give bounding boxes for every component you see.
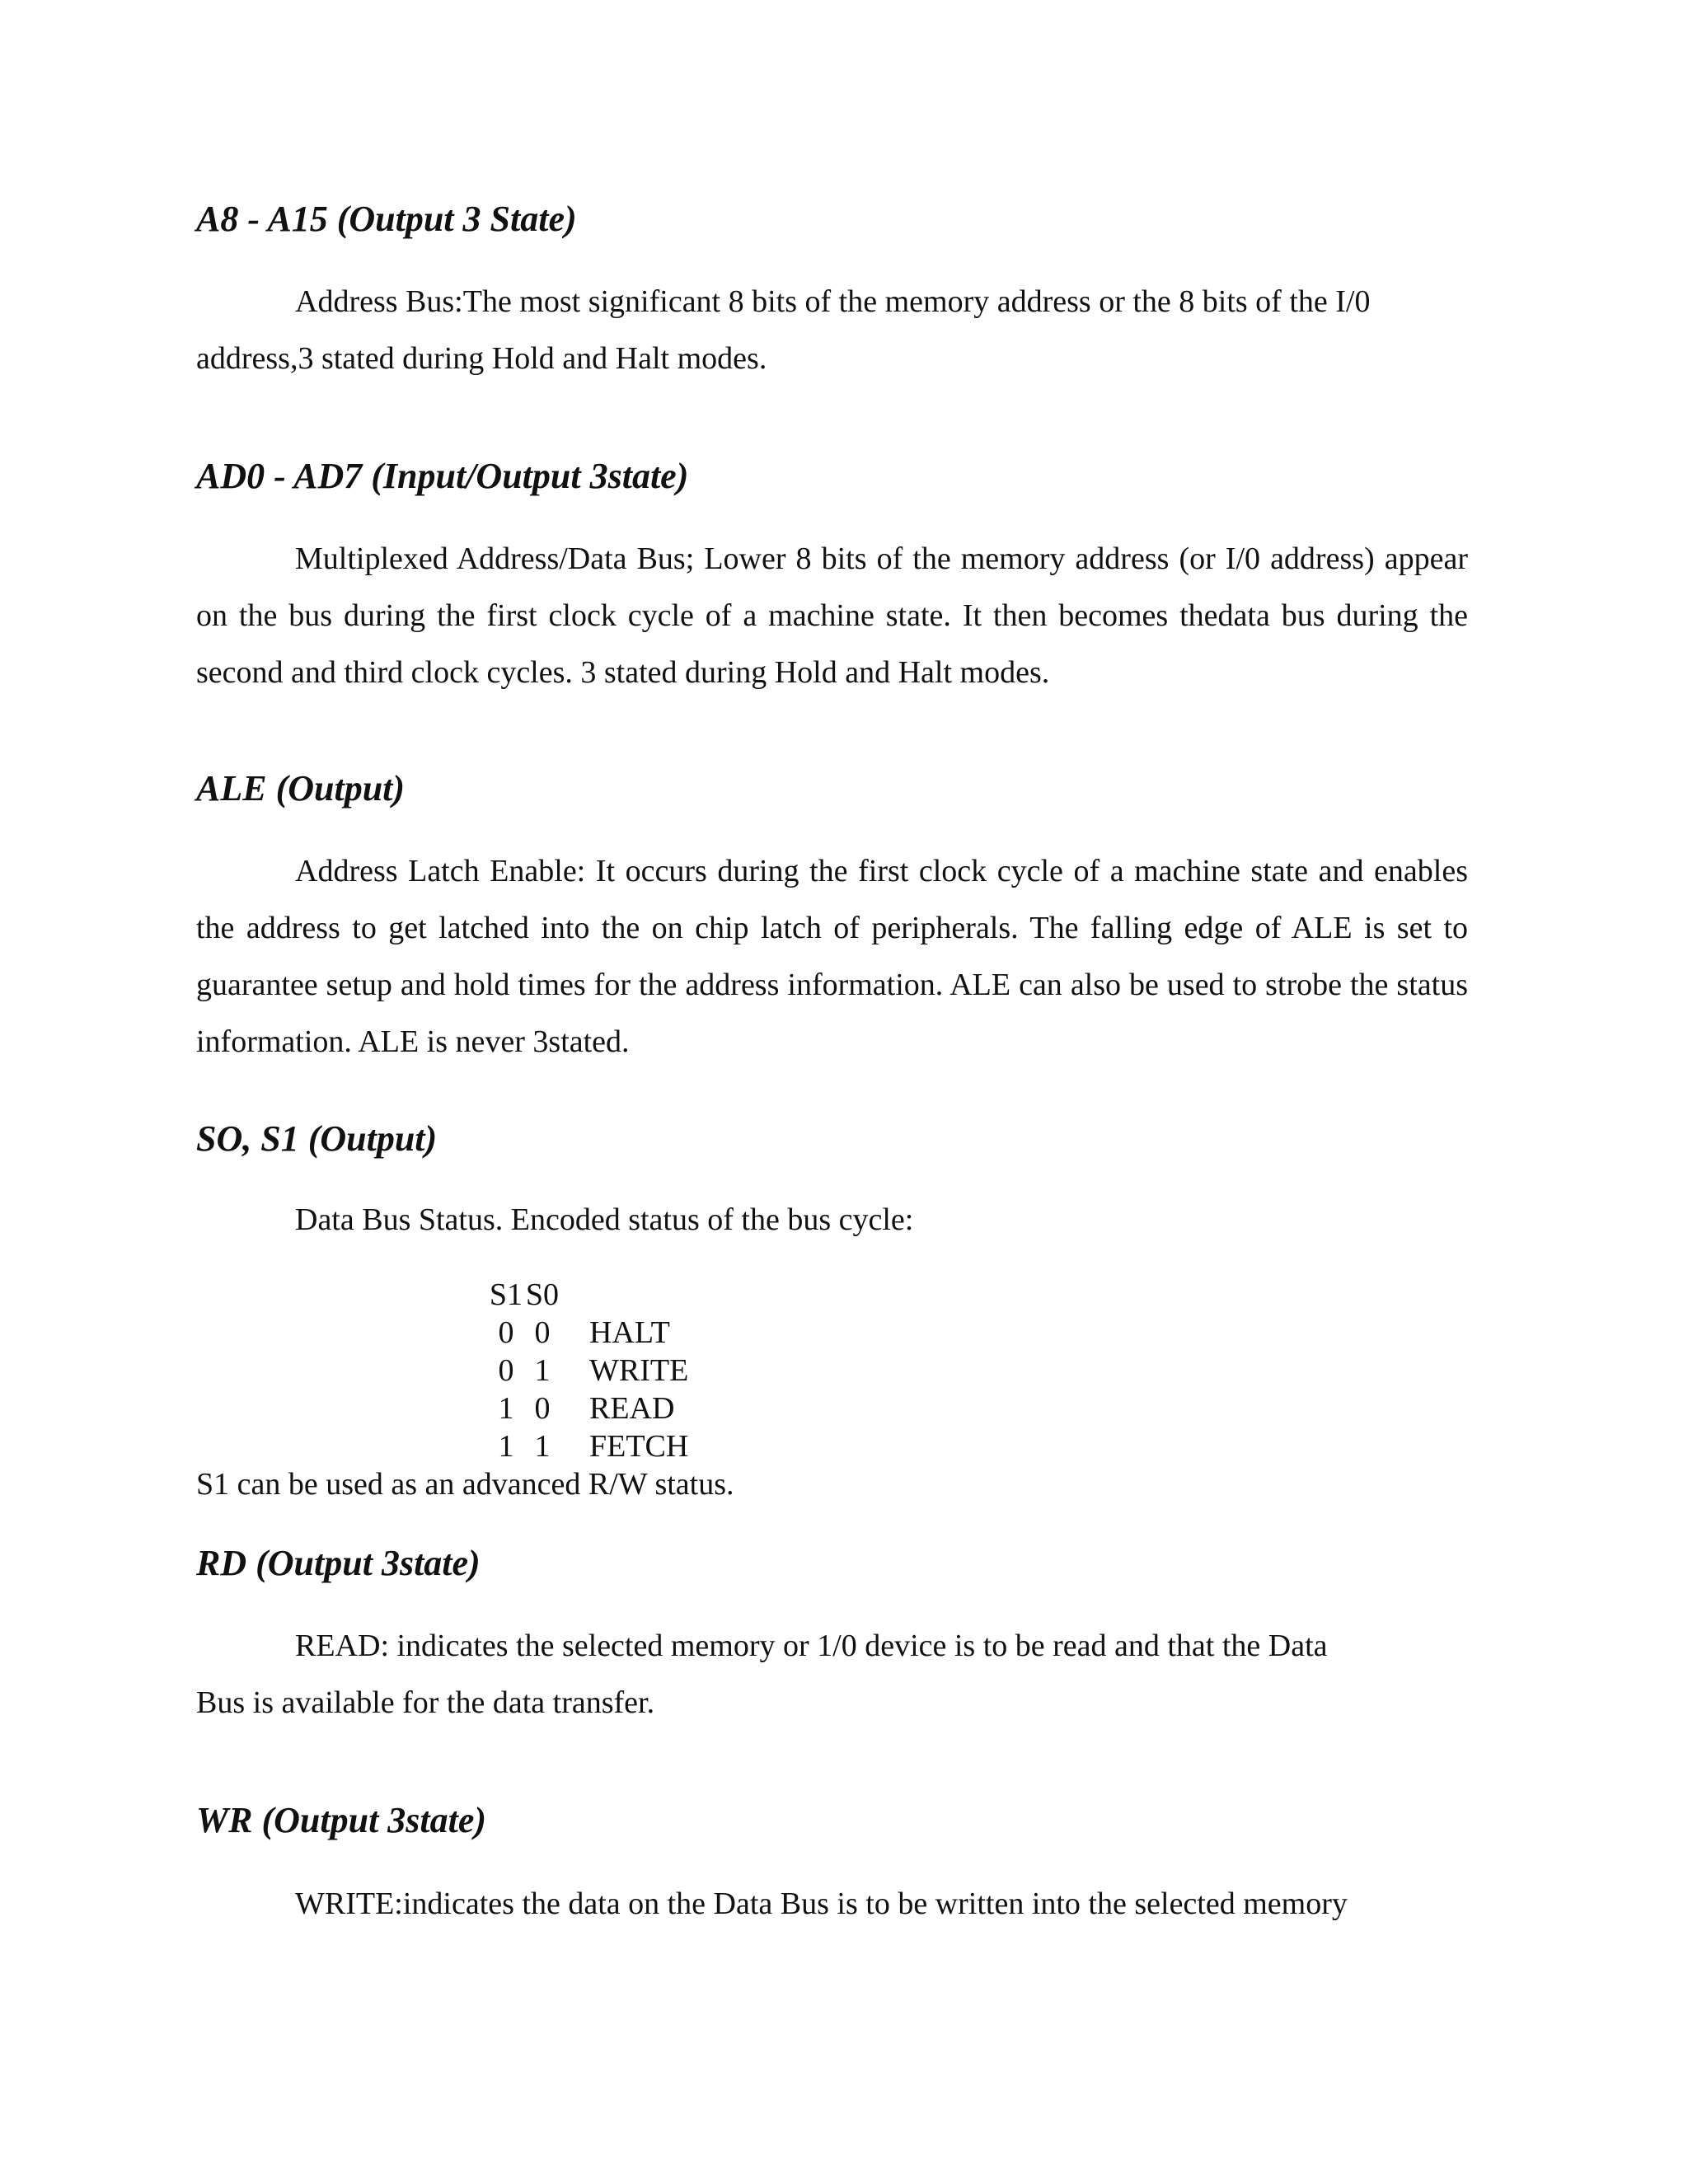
bus-status-operation: HALT xyxy=(589,1315,670,1350)
bus-status-row xyxy=(488,1427,688,1465)
bus-status-s0-value: 1 xyxy=(534,1353,551,1388)
bus-status-row xyxy=(488,1314,688,1352)
section-body-ale: Address Latch Enable: It occurs during the first clock cycle of a machine state and enables the address to get latched into the on chip latch of peripherals. The falling edge of ALE is set to guarantee setup and hold times for the address information. ALE can also be used to strobe the status information. ALE is never 3stated. xyxy=(196,854,1468,1059)
bus-status-s1-value: 1 xyxy=(498,1391,514,1426)
section-heading-s0-s1: SO, S1 (Output) xyxy=(196,1118,438,1159)
bus-status-operation: READ xyxy=(589,1391,675,1426)
bus-status-s0-value: 0 xyxy=(534,1315,551,1350)
section-body-ad0-ad7: Multiplexed Address/Data Bus; Lower 8 bits of the memory address (or I/0 address) appear on the bus during the first clock cycle of a machine state. It then becomes thedata bus during the second and third clock cycles. 3 stated during Hold and Halt modes. xyxy=(196,541,1468,690)
section-heading-a8-a15: A8 - A15 (Output 3 State) xyxy=(196,199,577,239)
section-heading-wr: WR (Output 3state) xyxy=(196,1800,487,1840)
bus-status-s1-value: 0 xyxy=(498,1315,514,1350)
section-body-a8-a15: Address Bus:The most significant 8 bits of the memory address or the 8 bits of the I/0 address,3 stated during Hold and Halt modes. xyxy=(196,284,1371,376)
bus-status-operation: WRITE xyxy=(589,1353,689,1388)
bus-status-table xyxy=(488,1276,688,1465)
section-heading-ale: ALE (Output) xyxy=(196,768,406,808)
section-heading-ad0-ad7: AD0 - AD7 (Input/Output 3state) xyxy=(196,456,689,496)
bus-status-header-s1: S1 xyxy=(489,1277,523,1312)
bus-status-s0-value: 0 xyxy=(534,1391,551,1426)
bus-status-header-s0: S0 xyxy=(525,1277,560,1312)
section-note-s0-s1: S1 can be used as an advanced R/W status. xyxy=(196,1467,734,1502)
bus-status-s1-value: 1 xyxy=(498,1429,514,1464)
bus-status-header-row xyxy=(488,1276,688,1314)
bus-status-row xyxy=(488,1352,688,1390)
bus-status-row xyxy=(488,1390,688,1427)
bus-status-s0-value: 1 xyxy=(534,1429,551,1464)
bus-status-operation: FETCH xyxy=(589,1429,689,1464)
section-heading-rd: RD (Output 3state) xyxy=(196,1543,481,1583)
section-body-rd: READ: indicates the selected memory or 1/0 device is to be read and that the Data Bus is available for the data transfer. xyxy=(196,1629,1328,1720)
bus-status-s1-value: 0 xyxy=(498,1353,514,1388)
section-body-wr: WRITE:indicates the data on the Data Bus is to be written into the selected memory xyxy=(295,1886,1348,1921)
section-body-s0-s1: Data Bus Status. Encoded status of the bus cycle: xyxy=(295,1202,914,1237)
